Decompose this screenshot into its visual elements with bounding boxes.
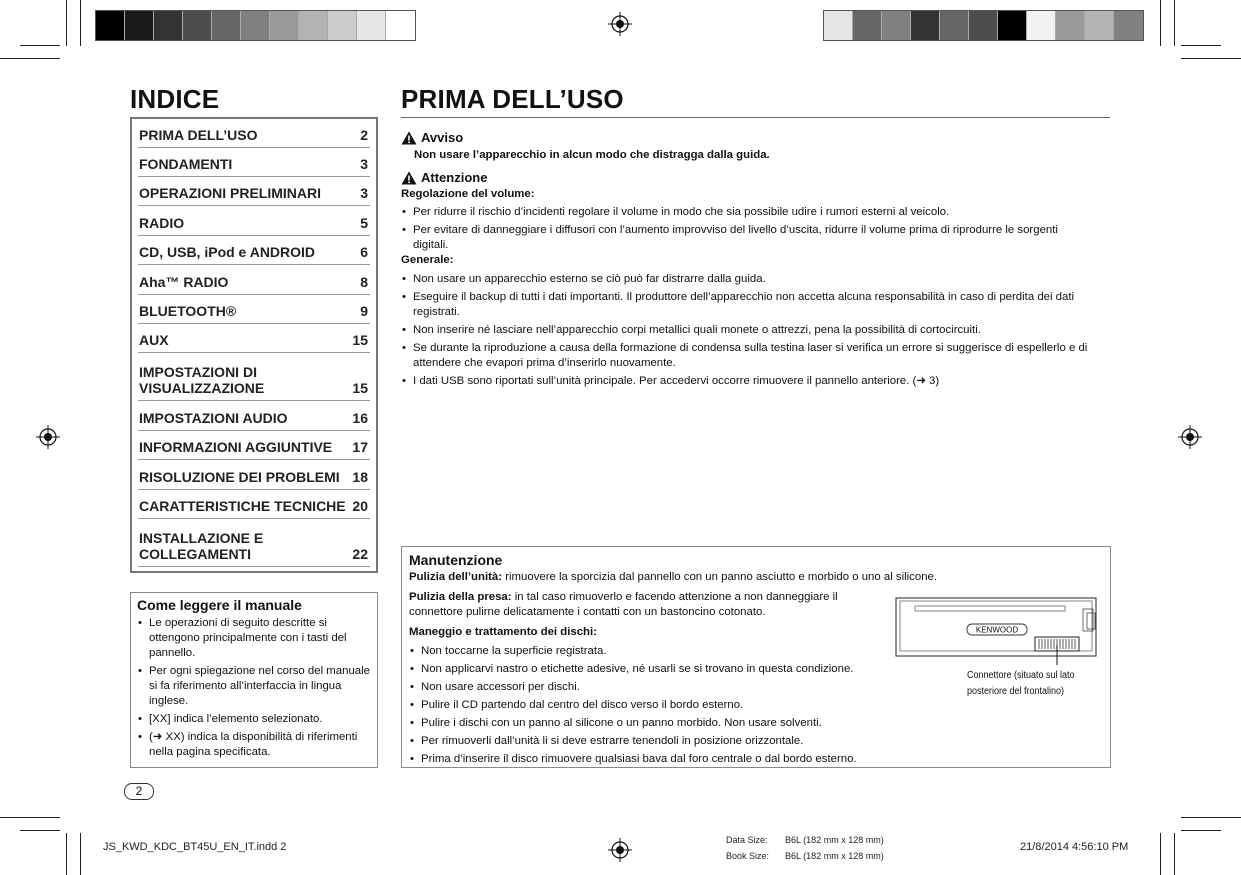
toc-item-label: INFORMAZIONI AGGIUNTIVE (139, 439, 333, 455)
list-item: • Per ridurre il rischio d’incidenti regolare il volume in modo che sia possibile udire i rumori esterni al veicolo. (401, 205, 1113, 220)
color-swatch (96, 11, 125, 40)
maintenance-title: Manutenzione (409, 552, 503, 568)
toc-item[interactable] (138, 177, 370, 206)
color-swatch (125, 11, 154, 40)
toc-item-label: CARATTERISTICHE TECNICHE (139, 498, 346, 514)
toc-item[interactable] (138, 490, 370, 519)
color-swatch (940, 11, 969, 40)
disc-heading: Maneggio e trattamento dei dischi: (409, 626, 597, 638)
toc-item-page: 3 (360, 185, 368, 201)
list-item: • Per evitare di danneggiare i diffusori con l’aumento improvviso del livello d’uscita, ridurre il volume prima di riprodurre le sorgenti digitali. (401, 223, 1081, 253)
toc-item-label: AUX (139, 332, 169, 348)
toc-item[interactable] (138, 353, 370, 401)
color-swatch (1056, 11, 1085, 40)
footer-datetime: 21/8/2014 4:56:10 PM (1020, 841, 1129, 853)
how-to-read-list (137, 616, 371, 760)
toc-item-page: 9 (360, 303, 368, 319)
caution-heading (401, 170, 487, 185)
toc-item-label: IMPOSTAZIONI DI VISUALIZZAZIONE (139, 364, 265, 396)
toc-item[interactable] (138, 236, 370, 265)
toc-item-label: INSTALLAZIONE E COLLEGAMENTI (139, 530, 264, 562)
color-swatch (1027, 11, 1056, 40)
footer-data-size-value: B6L (182 mm x 128 mm) (785, 835, 884, 845)
cleaning-unit-body: rimuovere la sporcizia dal pannello con un panno asciutto e morbido o uno al silicone. (502, 571, 938, 583)
generale-heading: Generale: (401, 254, 454, 266)
color-swatch (212, 11, 241, 40)
toc-item-page: 16 (352, 410, 368, 426)
toc-item-label: Aha™ RADIO (139, 274, 229, 290)
toc-item-label: RADIO (139, 215, 185, 231)
color-swatch (882, 11, 911, 40)
registration-mark-icon (36, 425, 60, 449)
color-swatch (299, 11, 328, 40)
toc-item-label: OPERAZIONI PRELIMINARI (139, 185, 322, 201)
connector-caption: Connettore (situato sul lato posteriore del frontalino) (967, 670, 1075, 697)
warning-heading (401, 130, 463, 145)
toc-item-label: BLUETOOTH® (139, 303, 237, 319)
toc-item-label: CD, USB, iPod e ANDROID (139, 244, 316, 260)
disc-list (409, 644, 899, 770)
section-title: PRIMA DELL’USO (401, 84, 624, 114)
toc-item-page: 20 (352, 498, 368, 514)
toc-item-page: 6 (360, 244, 368, 260)
list-item: • Le operazioni di seguito descritte si ottengono principalmente con i tasti del pannello. (137, 616, 371, 661)
avviso-title: Avviso (421, 130, 464, 145)
cleaning-socket-text (409, 590, 889, 620)
color-swatch (824, 11, 853, 40)
toc-item-label: RISOLUZIONE DEI PROBLEMI (139, 469, 340, 485)
color-swatch (386, 11, 415, 40)
toc-item-page: 2 (360, 127, 368, 143)
color-swatch (270, 11, 299, 40)
toc-item[interactable] (138, 519, 370, 567)
generale-list (401, 272, 1113, 392)
cleaning-unit-label: Pulizia dell’unità: (409, 571, 503, 583)
toc-item-page: 15 (352, 332, 368, 348)
toc-item-page: 3 (360, 156, 368, 172)
footer-book-size-value: B6L (182 mm x 128 mm) (785, 851, 884, 861)
volume-heading: Regolazione del volume: (401, 188, 535, 200)
toc-item-page: 17 (352, 439, 368, 455)
list-item: • Per rimuoverli dall’unità li si deve estrarre tenendoli in posizione orizzontale. (409, 734, 899, 749)
list-item: • I dati USB sono riportati sull’unità principale. Per accedervi occorre rimuovere il pannello anteriore. (➜ 3) (401, 374, 1113, 389)
toc-item[interactable] (138, 431, 370, 460)
toc-item[interactable] (138, 119, 370, 148)
registration-mark-icon (608, 12, 632, 36)
cleaning-socket-body: in tal caso rimuoverlo e facendo attenzione a non danneggiare il connettore pulirne delicatamente i contatti con un bastoncino cotonato. (409, 591, 838, 618)
toc-item[interactable] (138, 324, 370, 353)
color-swatch (911, 11, 940, 40)
maintenance-box (401, 546, 1111, 768)
list-item: • Non usare accessori per dischi. (409, 680, 899, 695)
attenzione-title: Attenzione (421, 170, 488, 185)
toc-item[interactable] (138, 460, 370, 490)
toc-item[interactable] (138, 265, 370, 295)
color-swatch (853, 11, 882, 40)
list-item: • Pulire il CD partendo dal centro del disco verso il bordo esterno. (409, 698, 899, 713)
footer-file: JS_KWD_KDC_BT45U_EN_IT.indd 2 (103, 841, 287, 853)
toc-item-label: FONDAMENTI (139, 156, 233, 172)
color-swatch (357, 11, 386, 40)
registration-mark-icon (1178, 425, 1202, 449)
how-to-read-title: Come leggere il manuale (137, 597, 302, 613)
toc-item[interactable] (138, 401, 370, 431)
faceplate-illustration (895, 597, 1105, 665)
color-swatch (1085, 11, 1114, 40)
divider (401, 117, 1110, 118)
list-item: • Se durante la riproduzione a causa della formazione di condensa sulla testina laser si verifica un errore si suggerisce di espellerlo e di attendere che evapori prima d’inserirlo nuovamente. (401, 341, 1113, 371)
list-item: • [XX] indica l’elemento selezionato. (137, 712, 371, 727)
toc-item-label: PRIMA DELL’USO (139, 127, 258, 143)
cleaning-socket-label: Pulizia della presa: (409, 591, 512, 603)
color-swatch (969, 11, 998, 40)
list-item: • Non inserire né lasciare nell’apparecchio corpi metallici quali monete o attrezzi, pena la possibilità di cortocircuiti. (401, 323, 1113, 338)
list-item: • Prima d’inserire il disco rimuovere qualsiasi bava dal foro centrale o dal bordo esterno. (409, 752, 909, 767)
color-swatch (1114, 11, 1143, 40)
toc-item[interactable] (138, 148, 370, 177)
color-swatch (154, 11, 183, 40)
warning-triangle-icon (401, 171, 417, 185)
how-to-read-box (130, 592, 378, 768)
list-item: • Eseguire il backup di tutti i dati importanti. Il produttore dell’apparecchio non accetta alcuna responsabilità in caso di perdita dei dati registrati. (401, 290, 1101, 320)
list-item: • Non applicarvi nastro o etichette adesive, né usarli se si trovano in questa condizione. (409, 662, 899, 677)
toc-item-page: 5 (360, 215, 368, 231)
color-bar-right (823, 10, 1144, 41)
registration-mark-icon (608, 838, 632, 862)
toc-item-page: 8 (360, 274, 368, 290)
table-of-contents (130, 117, 378, 573)
avviso-text: Non usare l’apparecchio in alcun modo che distragga dalla guida. (414, 149, 770, 161)
toc-item-page: 18 (352, 469, 368, 485)
list-item: • Non usare un apparecchio esterno se ciò può far distrarre dalla guida. (401, 272, 1113, 287)
footer-book-size-label: Book Size: (726, 851, 770, 861)
toc-item[interactable] (138, 295, 370, 324)
color-swatch (328, 11, 357, 40)
color-bar-left (95, 10, 416, 41)
toc-item-page: 22 (352, 546, 368, 562)
volume-list (401, 205, 1113, 256)
page-number: 2 (124, 783, 154, 800)
cleaning-unit-text (409, 570, 937, 585)
list-item: • Pulire i dischi con un panno al silicone o un panno morbido. Non usare solventi. (409, 716, 899, 731)
list-item: • Non toccarne la superficie registrata. (409, 644, 899, 659)
toc-item[interactable] (138, 206, 370, 236)
brand-logo: KENWOOD (975, 625, 1019, 635)
footer-data-size-label: Data Size: (726, 835, 768, 845)
list-item: • Per ogni spiegazione nel corso del manuale si fa riferimento all’interfaccia in lingua inglese. (137, 664, 371, 709)
index-title: INDICE (130, 84, 220, 114)
color-swatch (241, 11, 270, 40)
color-swatch (998, 11, 1027, 40)
toc-item-label: IMPOSTAZIONI AUDIO (139, 410, 288, 426)
color-swatch (183, 11, 212, 40)
toc-item-page: 15 (352, 380, 368, 396)
warning-triangle-icon (401, 131, 417, 145)
list-item: • (➜ XX) indica la disponibilità di riferimenti nella pagina specificata. (137, 730, 371, 760)
